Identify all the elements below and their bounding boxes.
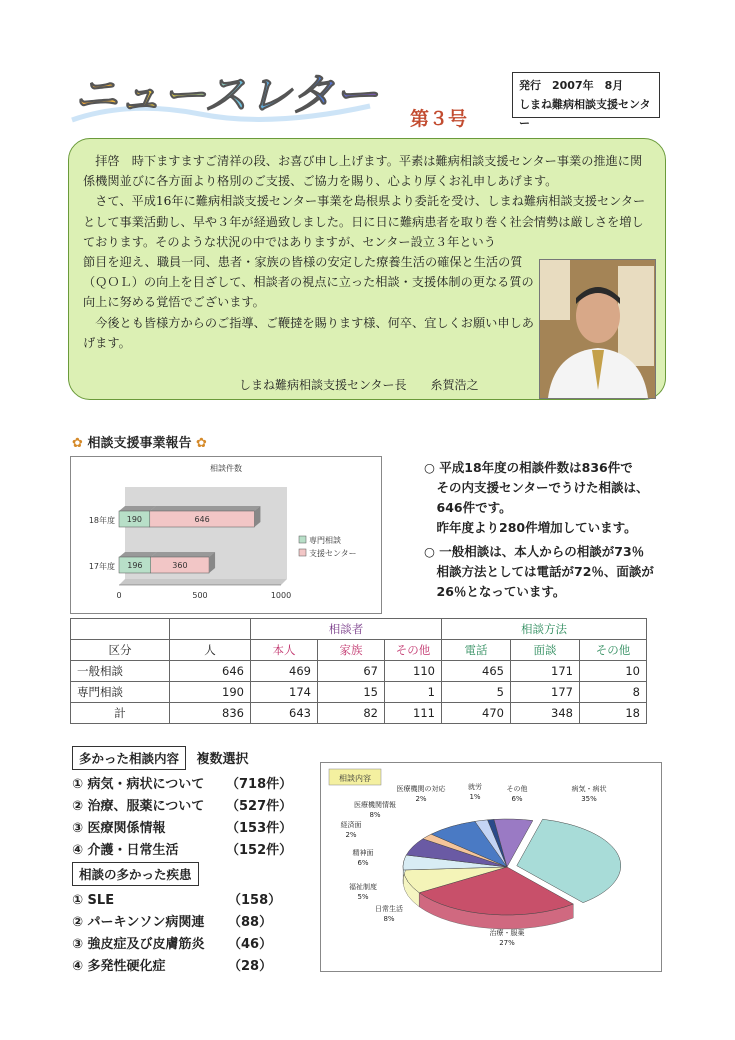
- cell: 836: [170, 703, 251, 724]
- topics-note: 複数選択: [196, 752, 249, 767]
- list-item: [72, 934, 322, 956]
- masthead-title-text: ニュースレター: [74, 70, 379, 121]
- slice-value: 1%: [469, 793, 481, 801]
- cell: 67: [318, 661, 385, 682]
- col-header: 人: [170, 640, 251, 661]
- item-label: 治療、服薬について: [87, 799, 205, 814]
- bar-top: [119, 506, 156, 511]
- diseases-list: [72, 862, 322, 978]
- item-label: SLE: [87, 893, 115, 908]
- chart-title: 相談内容: [339, 774, 371, 783]
- bullet-line: 26％となっています。: [424, 584, 566, 599]
- tick-label: 500: [192, 591, 208, 600]
- row-label: 一般相談: [71, 661, 170, 682]
- slice-label: 経済面: [340, 821, 362, 829]
- col-header: 本人: [251, 640, 318, 661]
- item-count: （28）: [228, 959, 273, 974]
- item-label: 医療関係情報: [87, 821, 166, 836]
- cell: 10: [580, 661, 647, 682]
- item-num: ④: [72, 959, 84, 974]
- header-consulter: 相談者: [251, 619, 442, 640]
- cell: 171: [511, 661, 580, 682]
- bar-value: 190: [126, 515, 143, 524]
- cell: 470: [442, 703, 511, 724]
- cell: 8: [580, 682, 647, 703]
- legend-label: 専門相談: [309, 536, 341, 545]
- item-num: ①: [72, 777, 84, 792]
- slice-label: 治療・服薬: [489, 929, 525, 937]
- director-portrait: [539, 259, 656, 399]
- slice-value: 35%: [581, 795, 597, 803]
- consultation-stats-table: [70, 618, 647, 724]
- tick-label: 1000: [270, 591, 292, 600]
- slice-value: 2%: [415, 795, 427, 803]
- item-num: ①: [72, 893, 84, 908]
- topics-title: 多かった相談内容: [72, 746, 186, 770]
- greeting-paragraph-1: 拝啓 時下ますますご清祥の段、お喜び申し上げます。平素は難病相談支援センター事業の推進に関係機関並びに各方面より格別のご支援、ご協力を賜り、心より厚くお礼申しあげます。: [83, 154, 643, 189]
- item-label: 多発性硬化症: [87, 959, 166, 974]
- consultation-content-pie: [320, 762, 662, 972]
- item-count: （46）: [228, 937, 273, 952]
- item-num: ③: [72, 937, 84, 952]
- greeting-box: [68, 138, 666, 400]
- bullet-line: 相談方法としては電話が72％、面談が: [424, 564, 654, 579]
- table-row: [71, 703, 647, 724]
- greeting-signature: しまね難病相談支援センター長 糸賀浩之: [239, 378, 479, 392]
- item-label: パーキンソン病関連: [87, 915, 205, 930]
- legend-swatch: [299, 536, 306, 543]
- item-count: （152件）: [226, 843, 293, 858]
- cell: 18: [580, 703, 647, 724]
- list-item: [72, 956, 322, 978]
- cell: 190: [170, 682, 251, 703]
- table-blank: [71, 619, 170, 640]
- bullet-line: ○ 一般相談は、本人からの相談が73％: [424, 544, 645, 559]
- item-count: （158）: [228, 893, 282, 908]
- slice-label: 病気・病状: [571, 785, 607, 793]
- publisher-name: しまね難病相談支援センター: [519, 98, 651, 130]
- chart-title: 相談件数: [210, 464, 242, 473]
- list-item: [72, 840, 322, 862]
- row-label: 計: [71, 703, 170, 724]
- slice-value: 6%: [511, 795, 523, 803]
- item-label: 介護・日常生活: [87, 843, 179, 858]
- slice-value: 5%: [357, 893, 369, 901]
- bar-value: 196: [127, 561, 143, 570]
- bullet-line: 昨年度より280件増加しています。: [424, 520, 637, 535]
- cell: 82: [318, 703, 385, 724]
- bullet-line: その内支援センターでうけた相談は、: [424, 480, 649, 495]
- category-label: 18年度: [88, 516, 115, 525]
- cell: 348: [511, 703, 580, 724]
- diseases-title: 相談の多かった疾患: [72, 862, 199, 886]
- cell: 174: [251, 682, 318, 703]
- slice-label: その他: [506, 785, 528, 793]
- table-blank: [170, 619, 251, 640]
- bullet-line: ○ 平成18年度の相談件数は836件で: [424, 460, 633, 475]
- col-header: その他: [580, 640, 647, 661]
- item-num: ②: [72, 799, 84, 814]
- cell: 15: [318, 682, 385, 703]
- cell: 1: [385, 682, 442, 703]
- cell: 177: [511, 682, 580, 703]
- cell: 465: [442, 661, 511, 682]
- bullet-line: 646件です。: [424, 500, 512, 515]
- flower-icon: ✿: [195, 436, 207, 451]
- slice-label: 医療機関情報: [354, 801, 396, 809]
- slice-label: 医療機関の対応: [396, 785, 446, 793]
- slice-value: 6%: [357, 859, 369, 867]
- list-item: [72, 796, 322, 818]
- bar-top: [150, 506, 261, 511]
- item-count: （153件）: [226, 821, 293, 836]
- col-header: その他: [385, 640, 442, 661]
- item-label: 病気・病状について: [87, 777, 205, 792]
- cell: 643: [251, 703, 318, 724]
- publication-date: 発行 2007年 8月: [519, 79, 624, 92]
- bar-value: 646: [194, 515, 210, 524]
- table-row: [71, 661, 647, 682]
- tick-label: 0: [116, 591, 122, 600]
- slice-label: 日常生活: [375, 905, 403, 913]
- slice-value: 27%: [499, 939, 515, 947]
- summary-bullets: [424, 458, 704, 606]
- col-header: 電話: [442, 640, 511, 661]
- slice-value: 2%: [345, 831, 357, 839]
- row-label: 専門相談: [71, 682, 170, 703]
- item-count: （718件）: [226, 777, 293, 792]
- bar-value: 360: [172, 561, 188, 570]
- col-header: 家族: [318, 640, 385, 661]
- bar-top: [151, 552, 215, 557]
- header-method: 相談方法: [442, 619, 647, 640]
- table-row: [71, 682, 647, 703]
- topics-list: [72, 746, 322, 862]
- list-item: [72, 774, 322, 796]
- col-header: 区分: [71, 640, 170, 661]
- list-item: [72, 890, 322, 912]
- item-label: 強皮症及び皮膚筋炎: [87, 937, 205, 952]
- slice-label: 就労: [468, 783, 482, 791]
- cell: 469: [251, 661, 318, 682]
- cell: 110: [385, 661, 442, 682]
- slice-label: 福祉制度: [349, 883, 377, 891]
- col-header: 面談: [511, 640, 580, 661]
- slice-value: 8%: [369, 811, 381, 819]
- list-item: [72, 912, 322, 934]
- greeting-paragraph-2b: 節目を迎え、職員一同、患者・家族の皆様の安定した療養生活の確保と生活の質（ＱＯＬ）の向上を目ざして、相談者の視点に立った相談・支援体制の更なる質の向上に努める覚悟でございます。: [83, 255, 534, 310]
- legend-swatch: [299, 549, 306, 556]
- section-title-text: 相談支援事業報告: [87, 436, 192, 451]
- category-label: 17年度: [88, 562, 115, 571]
- slice-value: 8%: [383, 915, 395, 923]
- cell: 646: [170, 661, 251, 682]
- item-num: ④: [72, 843, 84, 858]
- list-item: [72, 818, 322, 840]
- masthead-title: [70, 62, 390, 132]
- publication-box: [512, 72, 660, 130]
- greeting-paragraph-2a: さて、平成16年に難病相談支援センター事業を島根県より委託を受け、しまね難病相談支援センターとして事業活動し、早や３年が経過致しました。日に日に難病患者を取り巻く社会情勢は厳しさを増しております。そのような状況の中ではありますが、センター設立３年という: [83, 194, 646, 249]
- issue-number: 第３号: [410, 108, 468, 130]
- item-count: （527件）: [226, 799, 293, 814]
- slice-label: 精神面: [352, 849, 374, 857]
- item-count: （88）: [228, 915, 273, 930]
- cell: 5: [442, 682, 511, 703]
- bullet-item: [424, 542, 704, 602]
- consultation-count-chart: [70, 456, 382, 614]
- item-num: ③: [72, 821, 84, 836]
- item-num: ②: [72, 915, 84, 930]
- section-title-report: [72, 432, 207, 451]
- bullet-item: [424, 458, 704, 538]
- flower-icon: ✿: [72, 436, 83, 451]
- legend-label: 支援センター: [309, 549, 357, 558]
- greeting-paragraph-3: 今後とも皆様方からのご指導、ご鞭撻を賜ります様、何卒、宜しくお願い申しあげます。: [83, 315, 534, 350]
- cell: 111: [385, 703, 442, 724]
- bar-top: [119, 552, 157, 557]
